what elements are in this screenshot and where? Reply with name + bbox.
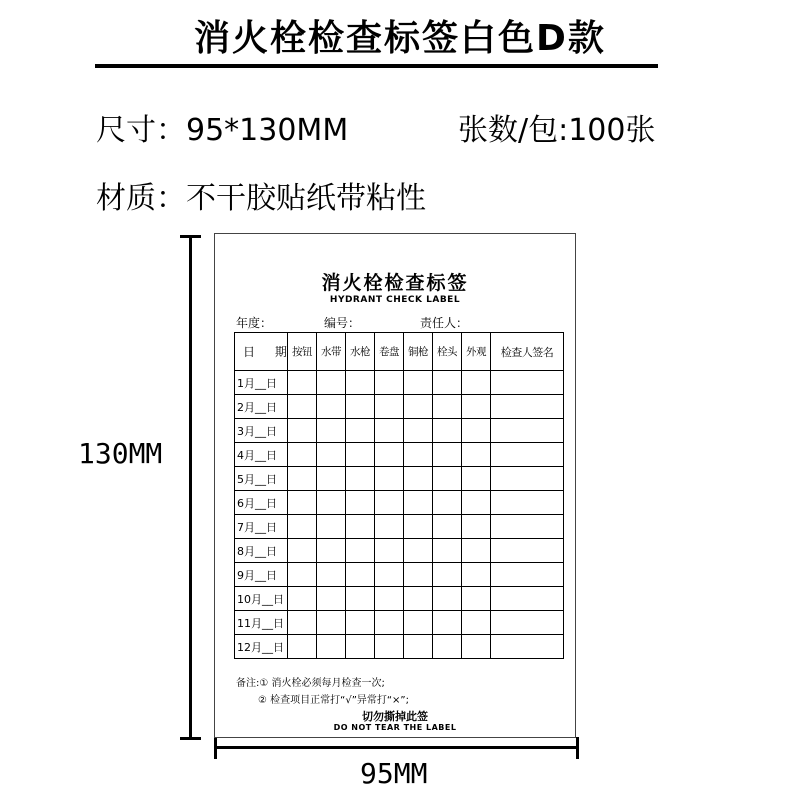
check-cell (288, 443, 317, 467)
check-cell (404, 371, 433, 395)
column-header-appearance: 外观 (462, 333, 491, 371)
check-cell (317, 563, 346, 587)
note-check-marks: ② 检查项目正常打“√”异常打“×”; (258, 695, 409, 706)
row-date-label: 3月__日 (235, 419, 288, 443)
check-cell (375, 419, 404, 443)
check-cell (375, 467, 404, 491)
check-cell (346, 635, 375, 659)
check-cell (375, 563, 404, 587)
check-cell (433, 395, 462, 419)
column-header-nozzle: 水枪 (346, 333, 375, 371)
table-row (235, 563, 564, 587)
check-cell (462, 611, 491, 635)
check-cell (462, 563, 491, 587)
column-header-reel: 卷盘 (375, 333, 404, 371)
check-cell (404, 539, 433, 563)
inspection-table (234, 332, 564, 659)
check-cell (375, 371, 404, 395)
check-cell (404, 395, 433, 419)
check-cell (404, 611, 433, 635)
check-cell (404, 443, 433, 467)
year-field-label: 年度： (236, 316, 273, 330)
page-title: 消火栓检查标签白色D款 (194, 18, 606, 59)
width-dimension-line (215, 746, 578, 749)
check-cell (375, 587, 404, 611)
check-cell (317, 611, 346, 635)
check-cell (491, 635, 564, 659)
check-cell (491, 539, 564, 563)
check-cell (491, 467, 564, 491)
size-spec: 尺寸：95*130MM (96, 113, 349, 148)
row-date-label: 7月__日 (235, 515, 288, 539)
check-cell (462, 635, 491, 659)
check-cell (462, 467, 491, 491)
row-date-label: 8月__日 (235, 539, 288, 563)
table-row (235, 443, 564, 467)
check-cell (288, 611, 317, 635)
label-title: 消火栓检查标签 (321, 272, 469, 294)
row-date-label: 2月__日 (235, 395, 288, 419)
check-cell (404, 419, 433, 443)
check-cell (462, 419, 491, 443)
check-cell (346, 395, 375, 419)
height-dimension-cap-top (180, 235, 201, 238)
column-header-hose: 水带 (317, 333, 346, 371)
row-date-label: 10月__日 (235, 587, 288, 611)
check-cell (346, 611, 375, 635)
check-cell (288, 419, 317, 443)
check-cell (346, 467, 375, 491)
check-cell (346, 587, 375, 611)
check-cell (433, 587, 462, 611)
table-row (235, 611, 564, 635)
check-cell (317, 635, 346, 659)
do-not-tear-warning: 切勿撕掉此签 (362, 710, 428, 723)
table-row (235, 371, 564, 395)
check-cell (375, 395, 404, 419)
check-cell (462, 539, 491, 563)
check-cell (491, 587, 564, 611)
table-row (235, 491, 564, 515)
check-cell (288, 371, 317, 395)
check-cell (346, 419, 375, 443)
check-cell (462, 491, 491, 515)
column-header-button: 按钮 (288, 333, 317, 371)
table-row (235, 635, 564, 659)
check-cell (433, 563, 462, 587)
check-cell (433, 443, 462, 467)
check-cell (491, 419, 564, 443)
column-header-date: 日 期 (235, 333, 288, 371)
check-cell (375, 515, 404, 539)
check-cell (288, 491, 317, 515)
table-header-row (235, 333, 564, 371)
check-cell (404, 563, 433, 587)
do-not-tear-warning-english: DO NOT TEAR THE LABEL (333, 723, 457, 732)
check-cell (375, 491, 404, 515)
height-dimension-line (189, 236, 192, 739)
check-cell (433, 539, 462, 563)
check-cell (346, 491, 375, 515)
check-cell (491, 563, 564, 587)
check-cell (288, 635, 317, 659)
check-cell (375, 635, 404, 659)
row-date-label: 12月__日 (235, 635, 288, 659)
check-cell (433, 371, 462, 395)
table-row (235, 395, 564, 419)
row-date-label: 6月__日 (235, 491, 288, 515)
hydrant-check-label (214, 233, 576, 738)
check-cell (404, 515, 433, 539)
width-dimension-cap-right (576, 737, 579, 759)
check-cell (462, 443, 491, 467)
check-cell (288, 563, 317, 587)
check-cell (491, 611, 564, 635)
row-date-label: 5月__日 (235, 467, 288, 491)
check-cell (317, 467, 346, 491)
number-field-label: 编号： (324, 316, 361, 330)
row-date-label: 4月__日 (235, 443, 288, 467)
check-cell (375, 539, 404, 563)
check-cell (462, 371, 491, 395)
height-dimension-label: 130MM (78, 437, 163, 470)
row-date-label: 1月__日 (235, 371, 288, 395)
check-cell (375, 611, 404, 635)
check-cell (433, 419, 462, 443)
label-subtitle: HYDRANT CHECK LABEL (329, 295, 461, 305)
table-row (235, 587, 564, 611)
check-cell (346, 443, 375, 467)
check-cell (462, 395, 491, 419)
check-cell (288, 587, 317, 611)
responsible-person-field-label: 责任人： (420, 316, 469, 330)
table-row (235, 419, 564, 443)
check-cell (346, 371, 375, 395)
material-spec: 材质：不干胶贴纸带粘性 (96, 181, 426, 216)
check-cell (491, 443, 564, 467)
check-cell (433, 467, 462, 491)
note-monthly-check: 备注:① 消火栓必须每月检查一次; (236, 678, 385, 689)
row-date-label: 9月__日 (235, 563, 288, 587)
check-cell (346, 539, 375, 563)
width-dimension-label: 95MM (360, 757, 428, 790)
column-header-copper-nozzle: 铜枪 (404, 333, 433, 371)
check-cell (462, 515, 491, 539)
height-dimension-cap-bottom (180, 737, 201, 740)
check-cell (404, 467, 433, 491)
check-cell (491, 491, 564, 515)
check-cell (317, 443, 346, 467)
check-cell (462, 587, 491, 611)
check-cell (433, 491, 462, 515)
row-date-label: 11月__日 (235, 611, 288, 635)
check-cell (491, 395, 564, 419)
check-cell (288, 395, 317, 419)
check-cell (317, 395, 346, 419)
check-cell (288, 515, 317, 539)
check-cell (346, 563, 375, 587)
count-spec: 张数/包:100张 (458, 113, 656, 148)
check-cell (491, 515, 564, 539)
check-cell (404, 635, 433, 659)
check-cell (433, 635, 462, 659)
title-underline (95, 64, 658, 68)
check-cell (346, 515, 375, 539)
check-cell (433, 515, 462, 539)
check-cell (491, 371, 564, 395)
check-cell (317, 587, 346, 611)
column-header-valve-head: 栓头 (433, 333, 462, 371)
check-cell (404, 587, 433, 611)
column-header-inspector-signature: 检查人签名 (491, 333, 564, 371)
check-cell (317, 419, 346, 443)
check-cell (317, 491, 346, 515)
check-cell (375, 443, 404, 467)
check-cell (317, 515, 346, 539)
check-cell (404, 491, 433, 515)
check-cell (433, 611, 462, 635)
check-cell (317, 539, 346, 563)
table-row (235, 515, 564, 539)
table-row (235, 539, 564, 563)
check-cell (288, 467, 317, 491)
check-cell (317, 371, 346, 395)
check-cell (288, 539, 317, 563)
table-row (235, 467, 564, 491)
width-dimension-cap-left (214, 737, 217, 759)
